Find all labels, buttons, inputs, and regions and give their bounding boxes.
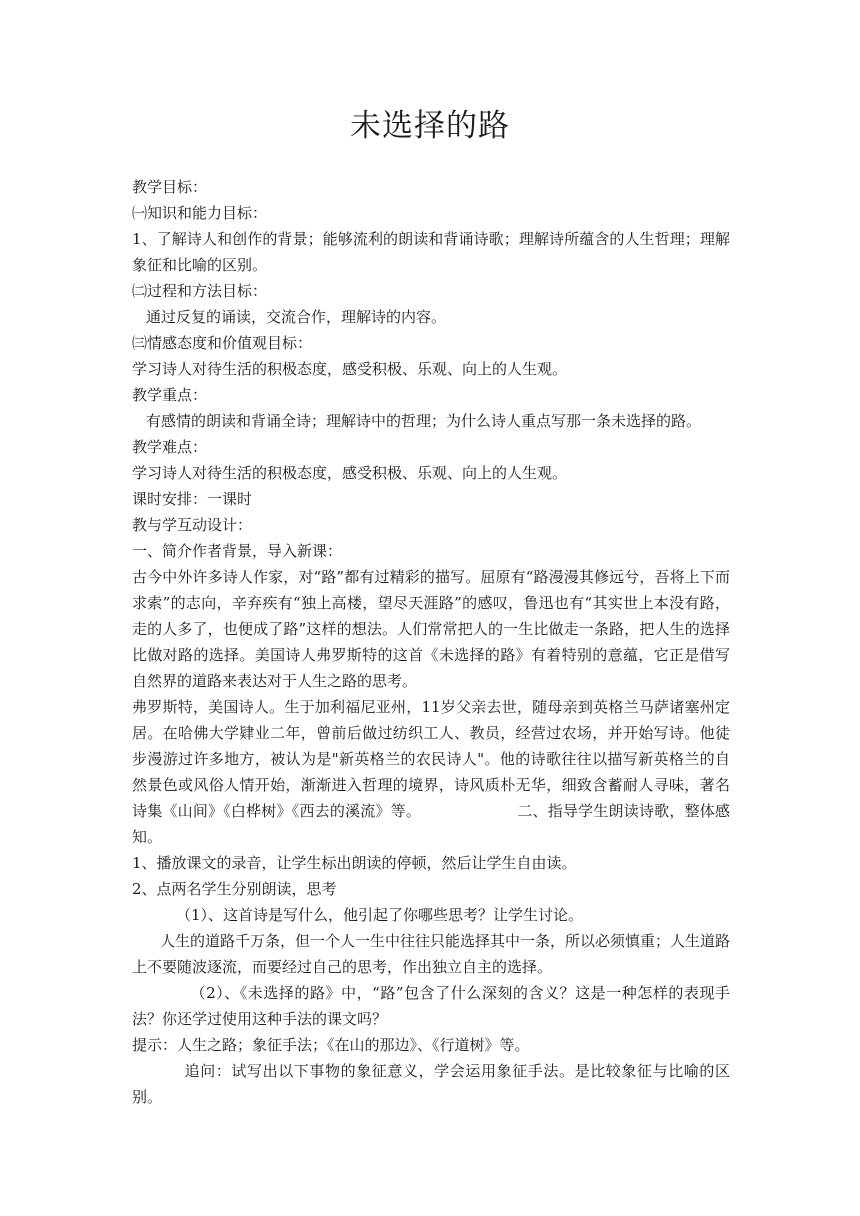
- section-heading-interaction: 教与学互动设计：: [132, 516, 253, 534]
- paragraph-follow-up: [132, 1058, 730, 1110]
- paragraph-hint: 提示：人生之路；象征手法；《在山的那边》、《行道树》等。: [132, 1036, 530, 1054]
- follow-up-text: 追问：试写出以下事物的象征意义，学会运用象征手法。是比较象征与比喻的区别。: [132, 1062, 730, 1106]
- paragraph-emotion-goal: 学习诗人对待生活的积极态度，感受积极、乐观、向上的人生观。: [132, 360, 568, 378]
- document-body: [132, 174, 730, 1110]
- paragraph-step-1: 1、播放课文的录音，让学生标出朗读的停顿，然后让学生自由读。: [132, 854, 577, 872]
- author-bio-text: 弗罗斯特，美国诗人。生于加利福尼亚州，11岁父亲去世，随母亲到英格兰马萨诸塞州定居。在哈佛大学肄业二年，曾前后做过纺织工人、教员，经营过农场，并开始写诗。他徒步漫游过许多地方，被认为是"新英格兰的农民诗人"。他的诗歌往往以描写新英格兰的自然景色或风俗人情开始，渐渐进入哲理的境界，诗风质朴无华，细致含蓄耐人寻味，著名诗集《山间》《白桦树》《西去的溪流》等。: [132, 698, 730, 820]
- question-2: [132, 980, 730, 1032]
- question-1: （1）、这首诗是写什么，他引起了你哪些思考？让学生讨论。: [176, 906, 584, 924]
- subheading-process: ㈡过程和方法目标：: [132, 282, 268, 300]
- paragraph-author-bio: [132, 694, 730, 850]
- answer-1-text: 人生的道路千万条，但一个人一生中往往只能选择其中一条，所以必须慎重；人生道路上不要随波逐流，而要经过自己的思考，作出独立自主的选择。: [132, 932, 731, 976]
- step-heading-reading: 二、指导学生朗读诗歌，整体感知。: [132, 802, 730, 846]
- paragraph-schedule: 课时安排：一课时: [132, 490, 253, 508]
- paragraph-knowledge-goal: 1、了解诗人和创作的背景；能够流利的朗读和背诵诗歌；理解诗所蕴含的人生哲理；理解象征和比喻的区别。: [132, 230, 730, 274]
- section-heading-key-points: 教学重点：: [132, 386, 208, 404]
- subheading-emotion: ㈢情感态度和价值观目标：: [132, 334, 313, 352]
- step-heading-background: 一、简介作者背景，导入新课：: [132, 542, 343, 560]
- paragraph-process-goal: 通过反复的诵读，交流合作，理解诗的内容。: [146, 308, 447, 326]
- paragraph-step-2: 2、点两名学生分别朗读，思考: [132, 880, 337, 898]
- document-title: 未选择的路: [350, 108, 510, 144]
- paragraph-difficulties: 学习诗人对待生活的积极态度，感受积极、乐观、向上的人生观。: [132, 464, 568, 482]
- section-heading-difficulties: 教学难点：: [132, 438, 208, 456]
- section-heading-objectives: 教学目标：: [132, 178, 208, 196]
- answer-1: [132, 928, 730, 980]
- paragraph-introduction: 古今中外许多诗人作家，对“路”都有过精彩的描写。屈原有“路漫漫其修远兮，吾将上下而求索”的志向，辛弃疾有“独上高楼，望尽天涯路”的感叹，鲁迅也有“其实世上本没有路，走的人多了，也便成了路”这样的想法。人们常常把人的一生比做走一条路，把人生的选择比做对路的选择。美国诗人弗罗斯特的这首《未选择的路》有着特别的意蕴，它正是借写自然界的道路来表达对于人生之路的思考。: [132, 568, 730, 690]
- subheading-knowledge: ㈠知识和能力目标：: [132, 204, 268, 222]
- question-2-text: （2）、《未选择的路》中，“路”包含了什么深刻的含义？这是一种怎样的表现手法？你还学过使用这种手法的课文吗？: [132, 984, 730, 1028]
- paragraph-key-points: 有感情的朗读和背诵全诗；理解诗中的哲理；为什么诗人重点写那一条未选择的路。: [146, 412, 702, 430]
